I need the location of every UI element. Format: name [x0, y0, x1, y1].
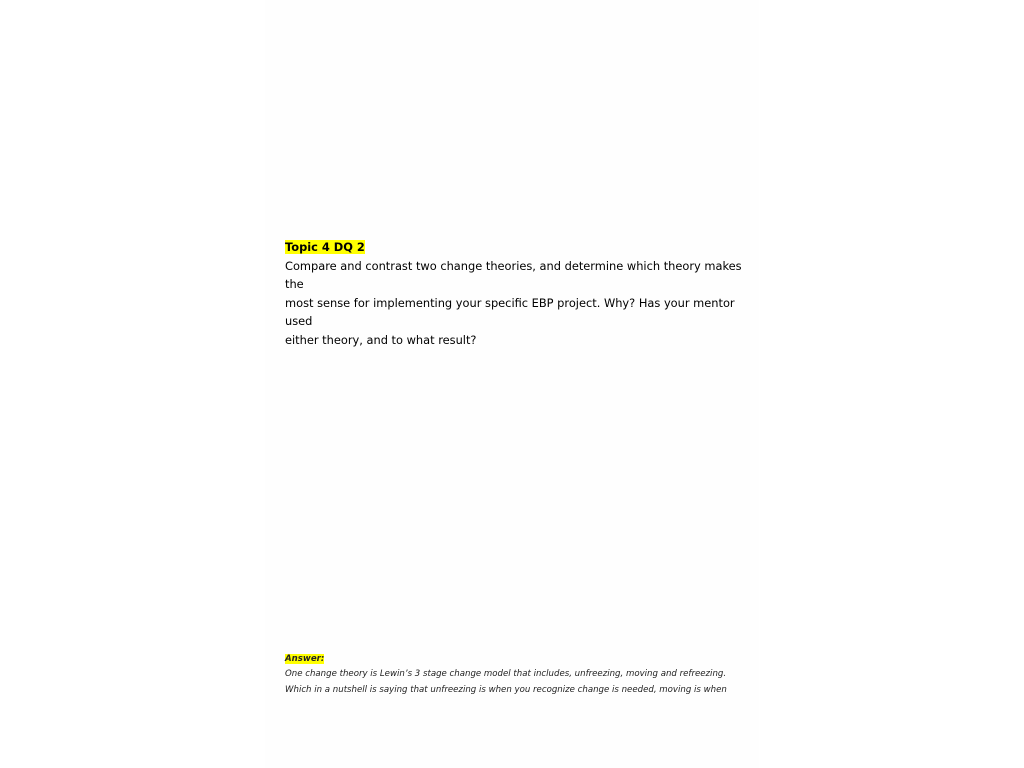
topic-title: Topic 4 DQ 2: [285, 240, 365, 254]
answer-label: Answer:: [285, 654, 325, 664]
answer-label-line: [285, 652, 755, 667]
answer-section: [285, 652, 755, 698]
question-line: Compare and contrast two change theories, and determine which theory makes the: [285, 258, 742, 292]
answer-line: Which in a nutshell is saying that unfreezing is when you recognize change is needed, moving is when: [285, 684, 727, 695]
topic-title-line: [285, 238, 745, 257]
question-line: most sense for implementing your specific EBP project. Why? Has your mentor used: [285, 295, 735, 329]
topic-section: [285, 238, 745, 350]
question-line: either theory, and to what result?: [285, 332, 477, 347]
question-text: [285, 257, 745, 350]
answer-line: One change theory is Lewin’s 3 stage change model that includes, unfreezing, moving and refreezing.: [285, 669, 727, 680]
